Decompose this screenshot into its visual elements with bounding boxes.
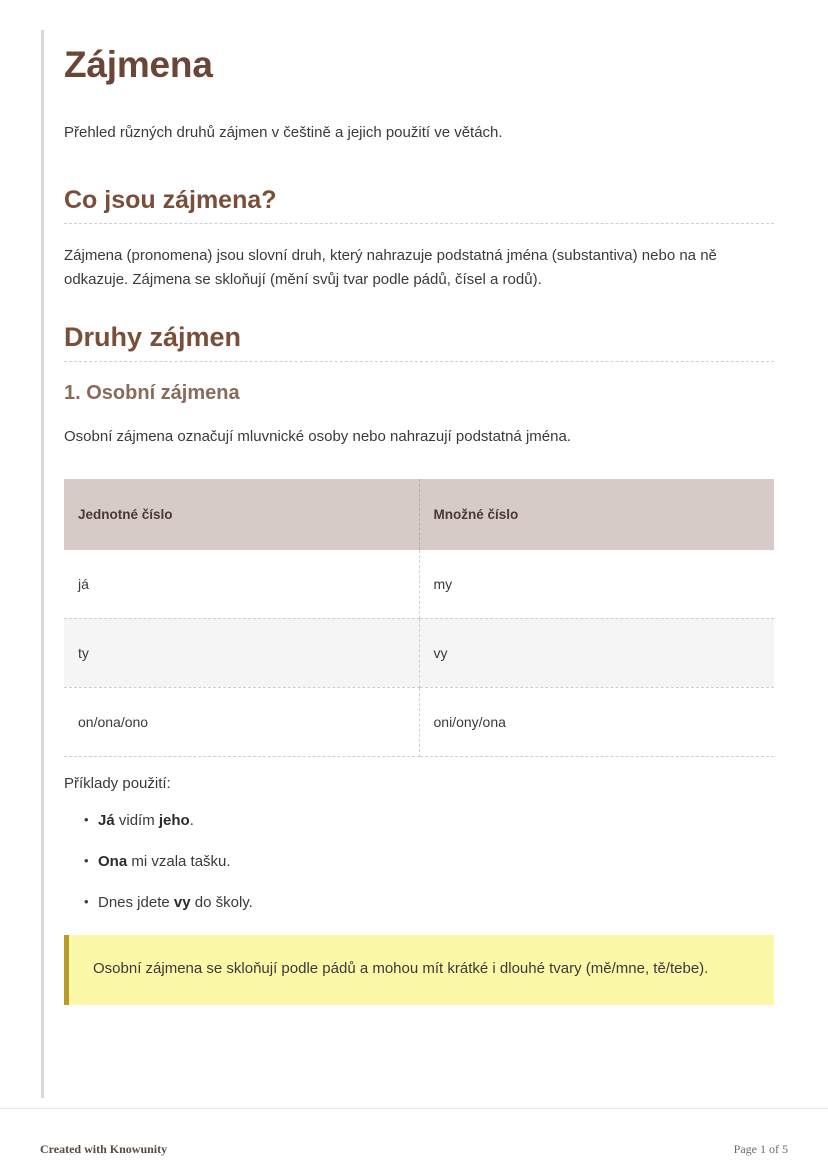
example-post: . (189, 811, 194, 829)
left-margin-rule (41, 30, 44, 1098)
document-content (64, 44, 774, 1005)
examples-label: Příklady použití: (64, 774, 171, 792)
table-header-plural: Množné číslo (419, 479, 774, 550)
example-mid: mi vzala tašku. (127, 852, 231, 870)
table-cell-plural: vy (419, 618, 774, 687)
table-header-singular: Jednotné číslo (64, 479, 419, 550)
page-footer (0, 1108, 828, 1172)
subsection-heading-personal-pronouns: 1. Osobní zájmena (64, 381, 240, 404)
table-cell-singular: on/ona/ono (64, 687, 419, 756)
table-row (64, 687, 774, 756)
section-heading-what-are-pronouns: Co jsou zájmena? (64, 185, 277, 214)
example-pre: Dnes jdete (98, 893, 174, 911)
table-cell-plural: oni/ony/ona (419, 687, 774, 756)
example-bold: Já (98, 811, 115, 829)
footer-brand: Created with Knowunity (40, 1142, 168, 1156)
table-row (64, 618, 774, 687)
table-row (64, 550, 774, 619)
example-bold: Ona (98, 852, 128, 870)
list-item (84, 894, 774, 911)
section-divider (64, 223, 774, 224)
table-cell-plural: my (419, 550, 774, 619)
footer-page-number: Page 1 of 5 (733, 1142, 788, 1156)
list-item (84, 853, 774, 870)
example-bold-2: jeho (158, 811, 190, 829)
document-intro: Přehled různých druhů zájmen v češtině a jejich použití ve větách. (64, 123, 503, 141)
pronoun-table (64, 479, 774, 757)
examples-list (64, 812, 774, 911)
page-title: Zájmena (64, 44, 213, 85)
subsection-description: Osobní zájmena označují mluvnické osoby nebo nahrazují podstatná jména. (64, 427, 571, 445)
table-cell-singular: já (64, 550, 419, 619)
section-divider-types (64, 361, 774, 362)
section-text-what-are-pronouns: Zájmena (pronomena) jsou slovní druh, který nahrazuje podstatná jména (substantiva) nebo na ně odkazuje. Zájmena se skloňují (mění svůj tvar podle pádů, čísel a rodů). (64, 246, 717, 288)
callout-note: Osobní zájmena se skloňují podle pádů a mohou mít krátké i dlouhé tvary (mě/mne, tě/tebe). (64, 935, 774, 1005)
example-mid: do školy. (190, 893, 253, 911)
section-heading-types: Druhy zájmen (64, 321, 242, 352)
list-item (84, 812, 774, 829)
table-cell-singular: ty (64, 618, 419, 687)
example-mid: vidím (114, 811, 159, 829)
example-bold: vy (173, 893, 191, 911)
table-header-row (64, 479, 774, 550)
